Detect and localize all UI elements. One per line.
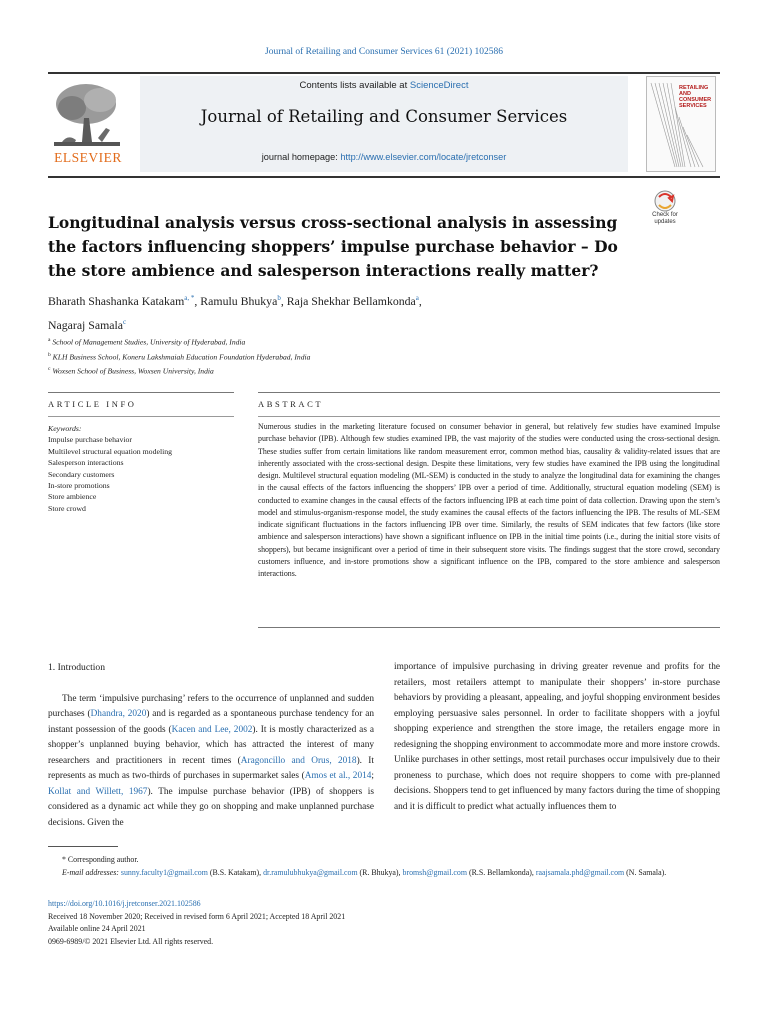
para-text: ). It represents as much as two-thirds of purchases in supermarket sales (	[48, 755, 374, 781]
affiliation-item	[48, 349, 648, 364]
affiliation-item	[48, 363, 648, 378]
email-owner: (R. Bhukya),	[357, 868, 403, 877]
email-label: E-mail addresses:	[62, 868, 121, 877]
cover-title: RETAILING AND CONSUMER SERVICES	[679, 85, 712, 109]
copyright-line: 0969-6989/© 2021 Elsevier Ltd. All rights reserved.	[48, 936, 214, 946]
email-link[interactable]: sunny.faculty1@gmail.com	[120, 868, 208, 877]
running-head[interactable]: Journal of Retailing and Consumer Services 61 (2021) 102586	[265, 47, 503, 57]
journal-cover-thumbnail[interactable]	[646, 76, 716, 172]
affiliation-item	[48, 334, 648, 349]
citation-link[interactable]: Kacen and Lee, 2002	[171, 724, 253, 735]
check-for-updates-label[interactable]: Check for updates	[652, 212, 678, 225]
email-link[interactable]: bromsh@gmail.com	[402, 868, 467, 877]
author-name[interactable]: Nagaraj Samala	[48, 317, 124, 332]
keyword-item: Store crowd	[48, 503, 86, 513]
email-owner: (N. Samala).	[624, 868, 667, 877]
author-affil-mark[interactable]: a, *	[184, 294, 195, 302]
header-top-rule	[48, 72, 720, 74]
email-link[interactable]: dr.ramulubhukya@gmail.com	[263, 868, 358, 877]
journal-title[interactable]: Journal of Retailing and Consumer Services	[200, 107, 568, 126]
author-affil-mark[interactable]: c	[123, 317, 127, 326]
para-text: The term ‘impulsive purchasing’ refers to the occurrence of unplanned and sudden purchases (	[48, 693, 374, 719]
affiliation-text: School of Management Studies, University of Hyderabad, India	[52, 337, 246, 347]
para-text: ). It is mostly characterized as a shopper’s unplanned buying behavior, which has attracted the interest of many researchers and practitioners in recent times (	[48, 724, 374, 766]
available-online: Available online 24 April 2021	[48, 924, 146, 933]
para-text: ) and is regarded as a spontaneous purchase tendency for an instant possession of the goods (	[48, 709, 374, 735]
abstract-text: Numerous studies in the marketing literature focused on consumer behavior in general, but relatively few studies have examined Impulse purchase behavior (IPB). Although few studies examined IPB, the vast majority of the studies were conducted using the cross-sectional design. These studies suffer from certain limitations like random measurement error, common method bias, causality & validity-related issues that are inherently associated with the cross-sectional design. Despite these limitations, very few studies have examined the IPB using the longitudinal design. Multilevel structural equation modeling (ML-SEM) is conducted in the study to analyze the longitudinal data for examining the changes in the causal effects of the factors influencing the shoppers’ IPB over a period of time. Additionally, structural equation modeling (SEM) is conducted to examine changes in the causal effects of the factors influencing IPB at each time point of data collection. Drawing upon the stern’s model and stimulus-organism-response model, the study examines the causal effects of the factors influencing the IPB. The results of ML-SEM indicate significant fluctuations in the factors influencing IPB over time. Similarly, the results of SEM indicates that few factors (like store ambience and salesperson interactions) have shown a significant influence on IPB in the initial time points (i.e., during the initial store visits of shoppers), but became insignificant over a period of time in their subsequent store visits. The findings suggest that the store crowd, secondary customers influence, and in-store promotions show a significant influence on the IPB, compared to the store ambience and salesperson interactions.	[258, 422, 720, 578]
author-name[interactable]: Raja Shekhar Bellamkonda	[286, 293, 416, 308]
footnote-rule	[48, 846, 118, 847]
affiliations	[48, 334, 648, 378]
email-owner: (R.S. Bellamkonda),	[466, 868, 536, 877]
abstract-bottom-rule	[258, 627, 720, 628]
keyword-item: Multilevel structural equation modeling	[48, 446, 173, 456]
sciencedirect-link[interactable]: ScienceDirect	[409, 80, 469, 91]
section-heading-introduction: 1. Introduction	[48, 662, 106, 673]
affiliation-text: Woxsen School of Business, Woxsen University, India	[52, 366, 214, 376]
publication-info	[48, 898, 720, 948]
keywords-block	[48, 423, 234, 514]
keyword-item: Salesperson interactions	[48, 458, 124, 468]
homepage-link[interactable]: http://www.elsevier.com/locate/jretconser	[340, 152, 507, 162]
para-text: ;	[371, 771, 374, 781]
author-affil-mark[interactable]: a	[415, 294, 419, 302]
abstract-sub-rule	[258, 416, 720, 417]
article-info-heading: ARTICLE INFO	[48, 399, 137, 409]
article-info-top-rule	[48, 392, 234, 393]
article-title: Longitudinal analysis versus cross-sectional analysis in assessing the factors influencing shoppers’ impulse purchase behavior – Do the store ambience and salesperson interactions really matter?	[48, 213, 618, 280]
email-owner: (B.S. Katakam),	[207, 868, 264, 877]
abstract-heading: ABSTRACT	[258, 399, 324, 409]
affiliation-text: KLH Business School, Koneru Lakshmaiah Education Foundation Hyderabad, India	[52, 352, 311, 362]
para-text: ). The impulse purchase behavior (IPB) of shoppers is considered as a dynamic act while they go on shopping and make unplanned purchase decisions. Given the	[48, 786, 374, 828]
author-list: Bharath Shashanka Katakam$^{a, *}$, Ramulu Bhukya$^b$, Raja Shekhar Bellamkonda$^a$, Nagaraj Samala$^c$	[48, 293, 422, 332]
publisher-wordmark: ELSEVIER	[54, 150, 122, 165]
citation-link[interactable]: Amos et al., 2014	[304, 771, 372, 781]
citation-link[interactable]: Dhandra, 2020	[90, 709, 147, 719]
received-dates: Received 18 November 2020; Received in revised form 6 April 2021; Accepted 18 April 2021	[48, 911, 346, 921]
keyword-item: Secondary customers	[48, 469, 115, 479]
footnotes	[48, 853, 720, 879]
contents-line	[140, 80, 628, 91]
keywords-label: Keywords:	[48, 424, 82, 433]
journal-homepage	[140, 152, 628, 162]
contents-prefix: Contents lists available at	[299, 80, 410, 91]
homepage-label: journal homepage:	[261, 152, 341, 162]
email-addresses	[48, 866, 720, 879]
abstract-top-rule	[258, 392, 720, 393]
author-affil-mark[interactable]: b	[277, 294, 281, 302]
keyword-item: In-store promotions	[48, 481, 110, 491]
keyword-item: Store ambience	[48, 492, 97, 502]
header-bottom-rule	[48, 176, 720, 178]
author-name[interactable]: Bharath Shashanka Katakam	[48, 293, 185, 308]
body-left-column	[48, 660, 374, 831]
doi-link[interactable]: https://doi.org/10.1016/j.jretconser.2021.102586	[48, 899, 201, 908]
affiliation-mark: a	[48, 337, 51, 343]
keyword-item: Impulse purchase behavior	[48, 435, 133, 445]
intro-paragraph	[48, 692, 374, 832]
body-right-column: importance of impulsive purchasing in driving greater revenue and profits for the retailers, most retailers attempt to manipulate their shoppers’ in-store purchase behaviors by providing a pleasant, appealing, and joyful shopping environment besides employing persuasive sales personnel. In order to facilitate shoppers with a joyful shopping experience and strengthen the store image, the retailers engage more in redesigning the shopping environment to accommodate more and more instore crowds. Unlike purchases in other settings, most retail purchases occur impulsively due to their proneness to purchase, which does not require shoppers to come with pre-planned decisions. Shoppers tend to get influenced by many factors during the time of shopping and it is difficult to predict what actually influences them to	[394, 662, 720, 812]
article-info-sub-rule	[48, 416, 234, 417]
affiliation-mark: c	[48, 366, 51, 373]
author-name[interactable]: Ramulu Bhukya	[200, 293, 278, 308]
affiliation-mark: b	[48, 351, 51, 358]
citation-link[interactable]: Aragoncillo and Orus, 2018	[240, 755, 357, 766]
email-link[interactable]: raajsamala.phd@gmail.com	[535, 868, 625, 877]
corresponding-author-note: * Corresponding author.	[62, 855, 139, 864]
citation-link[interactable]: Kollat and Willett, 1967	[48, 786, 148, 797]
